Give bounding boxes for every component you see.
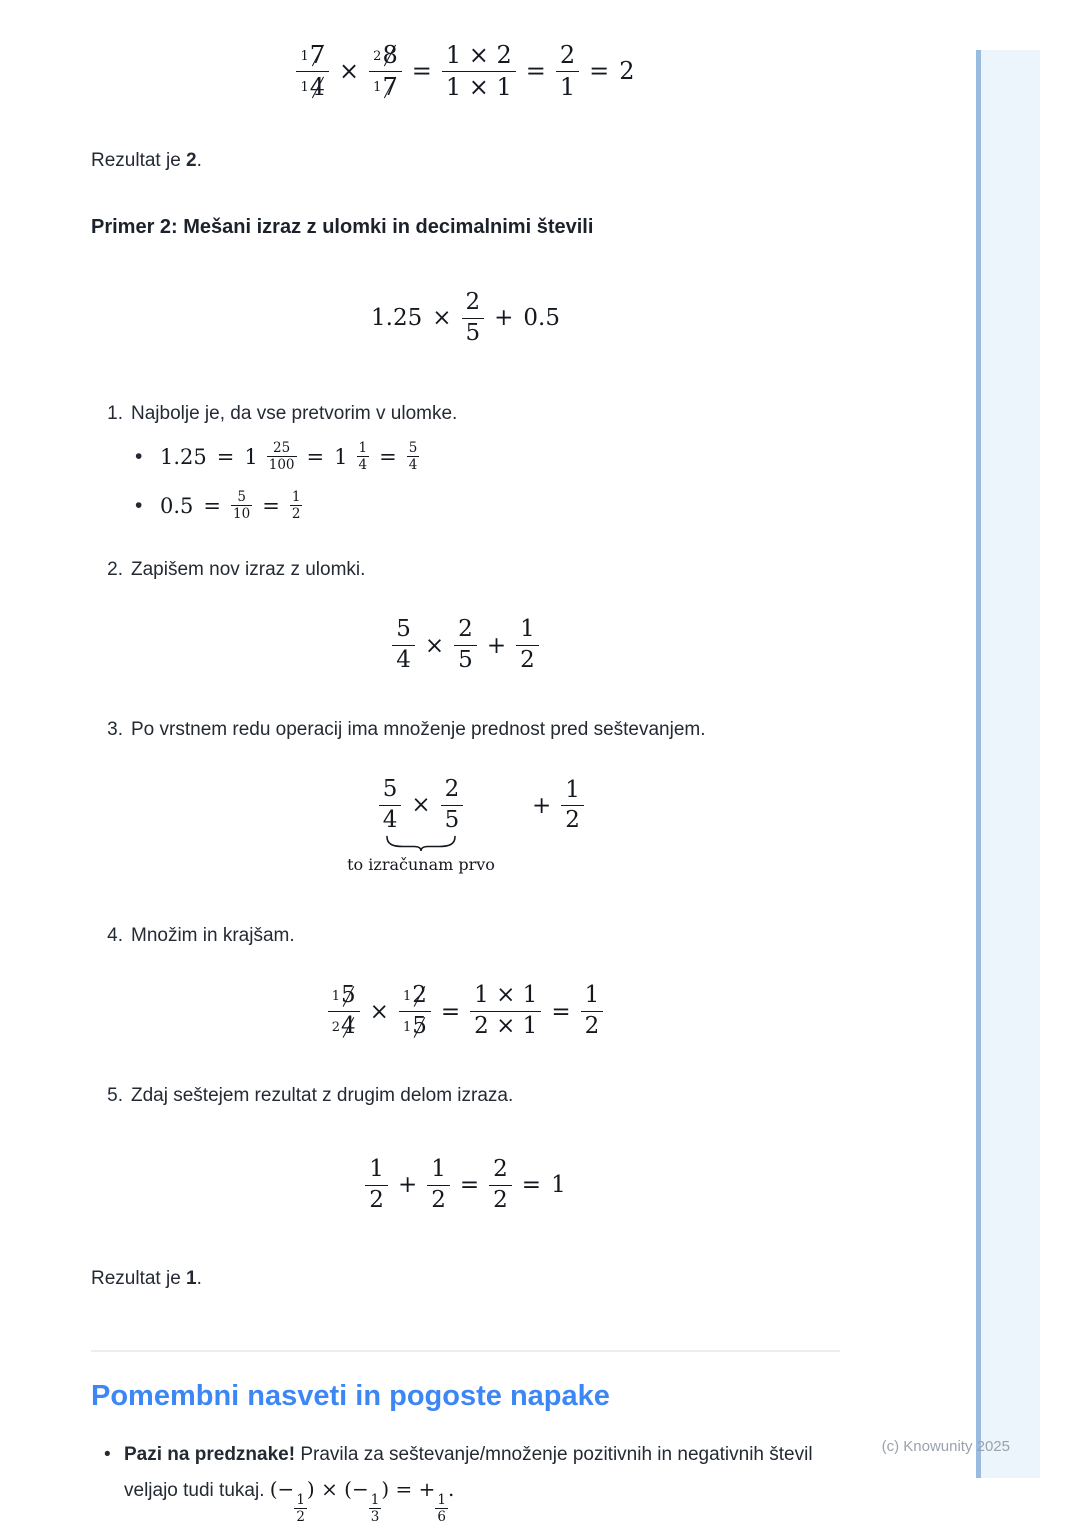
small-fraction: $\frac{5}{4}$ [408,440,418,474]
step-number: 5. [107,1084,123,1106]
fraction: 1 2 1 5 [399,983,431,1040]
result-value: 2 [619,57,635,86]
tips-list [91,1438,840,1525]
small-fraction: $\frac{1}{2}$ [296,1492,305,1526]
fraction: $\frac{2}{5}$ [454,617,477,674]
times-operator: × [369,998,389,1025]
fraction: $\frac{2}{5}$ [462,290,485,347]
inline-math-signs: (− $\frac{1}{2}$ ) × (− $\frac{1}{3}$ ) = + $\frac{1}{6}$ . [269,1477,455,1526]
small-fraction: $\frac{1}{6}$ [437,1492,446,1526]
small-fraction: $\frac{25}{100}$ [268,440,295,474]
equals-operator: = [525,57,546,86]
equals-operator: = [440,998,461,1025]
tips-section-heading: Pomembni nasveti in pogoste napake [91,1380,610,1413]
step-number: 1. [107,403,123,425]
plus-operator: + [397,1172,418,1198]
equals-operator: = [551,998,571,1025]
fraction: 1 5 2 4 [328,983,360,1040]
fraction: 2 8 1 7 [369,42,402,101]
conversion-row-1: • 1.25 = 1 $\frac{25}{100}$ = 1 $\frac{1}{4}$ = $\frac{5}{4}$ [91,437,840,477]
page-edge-panel [976,50,1040,1478]
step-number: 2. [107,559,123,581]
equation-cancellation-1 [91,42,840,101]
section-divider [91,1350,840,1352]
step-text: Po vrstnem redu operacij ima množenje prednost pred seštevanjem. [131,718,706,740]
equals-operator: = [306,445,325,470]
times-operator: × [339,57,360,86]
braced-group [347,777,495,875]
equals-operator: = [459,1172,480,1198]
step-4 [91,922,840,949]
example-2-heading: Primer 2: Mešani izraz z ulomki in decimalnimi števili [91,215,594,238]
fraction: $\frac{2}{2}$ [489,1157,512,1214]
fraction: $\frac{5}{4}$ [379,777,402,834]
step-text: Zapišem nov izraz z ulomki. [131,559,366,581]
fraction: $\frac{2}{5}$ [441,777,464,834]
fraction: $\frac{2}{1}$ [556,42,579,101]
tip-bold-lead: Pazi na predznake! [124,1444,296,1466]
brace-label: to izračunam prvo [347,855,495,875]
equation-sum [91,1157,840,1214]
equals-operator: = [262,494,280,519]
step-text: Zdaj seštejem rezultat z drugim delom izraza. [131,1084,514,1106]
plus-operator: + [531,792,552,819]
fraction: $\frac{1 \times 1}{2 \times 1}$ [470,983,541,1040]
small-fraction: $\frac{1}{2}$ [291,489,301,523]
equation-underbrace [91,777,840,875]
times-operator: × [411,792,431,818]
step-text: Množim in krajšam. [131,925,295,947]
equation-mixed-expression: 1.25 × $\frac{2}{5}$ + 0.5 [371,288,560,346]
fraction: $\frac{1}{2}$ [427,1157,450,1214]
equals-operator: = [216,445,235,470]
result-statement-2: Rezultat je 1. [91,1268,202,1290]
fraction: $\frac{1}{2}$ [516,617,539,674]
equals-operator: = [589,57,610,86]
small-fraction: $\frac{1}{4}$ [358,440,368,474]
conversion-list [91,437,840,526]
fraction: $\frac{1}{2}$ [581,983,604,1040]
step-3 [91,716,840,743]
equals-operator: = [379,445,397,470]
step-text: Najbolje je, da vse pretvorim v ulomke. [131,403,458,425]
underbrace-icon [385,835,457,852]
equation-fractions [91,617,840,674]
conversion-row-2: • 0.5 = $\frac{5}{10}$ = $\frac{1}{2}$ [91,486,840,526]
equation-cancellation-2 [91,983,840,1040]
fraction: $\frac{1}{2}$ [561,778,584,835]
times-operator: × [432,305,452,331]
fraction: $\frac{1 \times 2}{1 \times 1}$ [442,42,516,101]
document-content [91,0,840,1525]
step-2 [91,556,840,583]
small-fraction: $\frac{1}{3}$ [370,1492,380,1526]
result-value: 1 [551,1172,566,1198]
plus-operator: + [486,632,507,659]
copyright-footer: (c) Knowunity 2025 [881,1438,1010,1455]
small-fraction: $\frac{5}{10}$ [233,489,251,523]
fraction: $\frac{5}{4}$ [392,617,415,674]
step-5 [91,1082,840,1109]
result-statement-1: Rezultat je 2. [91,149,202,171]
equals-operator: = [411,57,432,86]
fraction: 1 7 1 4 [296,42,329,101]
equals-operator: = [521,1172,542,1198]
tip-item-signs: • Pazi na predznake! Pravila za seštevanje/množenje pozitivnih in negativnih števil veljajo tudi tukaj. (− $\frac{1}{2}$ ) × (− $\frac{1}{3}$ ) = + $\frac{1}{6}$ . [91,1438,840,1525]
fraction: $\frac{1}{2}$ [365,1157,388,1214]
step-number: 3. [107,718,123,740]
times-operator: × [424,632,445,659]
step-1 [91,400,840,427]
step-number: 4. [107,925,123,947]
plus-operator: + [494,305,514,331]
equals-operator: = [203,494,222,519]
